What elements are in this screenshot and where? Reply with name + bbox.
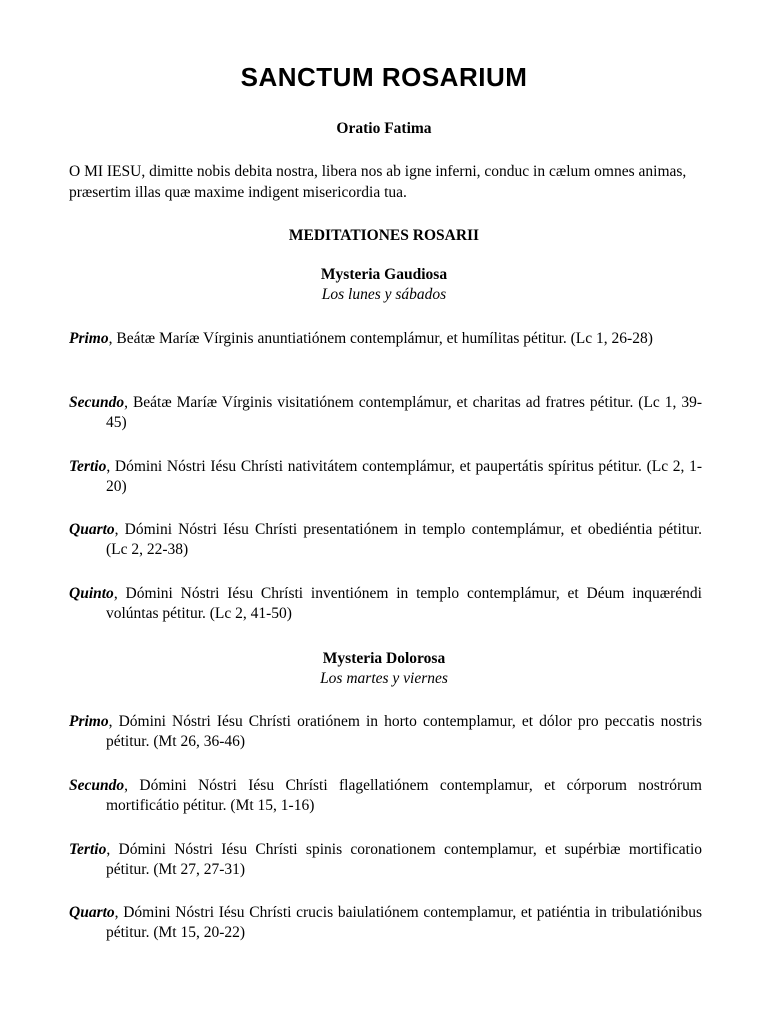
- mystery-ordinal: Tertio: [69, 458, 107, 475]
- fatima-heading: Oratio Fatima: [336, 120, 432, 137]
- gaudiosa-heading: Mysteria Gaudiosa: [320, 266, 448, 283]
- mystery-ordinal: Primo: [69, 713, 109, 730]
- mystery-ordinal: Quarto: [69, 904, 115, 921]
- meditations-heading: MEDITATIONES ROSARII: [288, 227, 480, 244]
- mystery-text: , Beátæ Maríæ Vírginis visitatiónem contemplámur, et charitas ad fratres pétitur. (Lc 1, 39-45): [106, 394, 702, 431]
- gaudiosa-mystery-4: [69, 520, 702, 560]
- mystery-ordinal: Secundo: [69, 394, 125, 411]
- mystery-text: , Dómini Nóstri Iésu Chrísti spinis coronationem contemplamur, et supérbiæ mortificatio pétitur. (Mt 27, 27-31): [106, 841, 702, 878]
- dolorosa-days: Los martes y viernes: [320, 670, 448, 687]
- gaudiosa-mystery-1: [69, 329, 702, 349]
- mystery-text: , Dómini Nóstri Iésu Chrísti inventiónem in templo contemplámur, et Déum inquæréndi volúntas pétitur. (Lc 2, 41-50): [106, 585, 702, 622]
- dolorosa-heading: Mysteria Dolorosa: [322, 650, 446, 667]
- mystery-text: , Dómini Nóstri Iésu Chrísti oratiónem in horto contemplamur, et dólor pro peccatis nostris pétitur. (Mt 26, 36-46): [106, 713, 702, 750]
- mystery-text: , Dómini Nóstri Iésu Chrísti crucis baiulatiónem contemplamur, et patiéntia in tribulatiónibus pétitur. (Mt 15, 20-22): [106, 904, 702, 941]
- fatima-prayer-text: O MI IESU, dimitte nobis debita nostra, libera nos ab igne inferni, conduc in cælum omnes animas, præsertim illas quæ maxime indigent misericordia tua.: [69, 163, 687, 201]
- document-title: SANCTUM ROSARIUM: [240, 62, 528, 92]
- gaudiosa-mystery-5: [69, 584, 702, 624]
- mystery-ordinal: Primo: [69, 330, 109, 347]
- mystery-ordinal: Quarto: [69, 521, 115, 538]
- dolorosa-mystery-1: [69, 712, 702, 752]
- gaudiosa-mystery-2: [69, 393, 702, 433]
- gaudiosa-mystery-3: [69, 457, 702, 497]
- mystery-text: , Dómini Nóstri Iésu Chrísti flagellatiónem contemplamur, et córporum nostrórum mortificátio pétitur. (Mt 15, 1-16): [106, 777, 702, 814]
- mystery-text: , Dómini Nóstri Iésu Chrísti nativitátem contemplámur, et paupertátis spíritus pétitur. (Lc 2, 1-20): [106, 458, 702, 495]
- mystery-text: , Dómini Nóstri Iésu Chrísti presentatiónem in templo contemplámur, et obediéntia pétitur. (Lc 2, 22-38): [106, 521, 702, 558]
- mystery-text: , Beátæ Maríæ Vírginis anuntiatiónem contemplámur, et humílitas pétitur. (Lc 1, 26-28): [108, 330, 653, 347]
- gaudiosa-days: Los lunes y sábados: [321, 286, 447, 303]
- mystery-ordinal: Tertio: [69, 841, 107, 858]
- mystery-ordinal: Quinto: [69, 585, 114, 602]
- dolorosa-mystery-4: [69, 903, 702, 943]
- dolorosa-mystery-3: [69, 840, 702, 880]
- mystery-ordinal: Secundo: [69, 777, 125, 794]
- dolorosa-mystery-2: [69, 776, 702, 816]
